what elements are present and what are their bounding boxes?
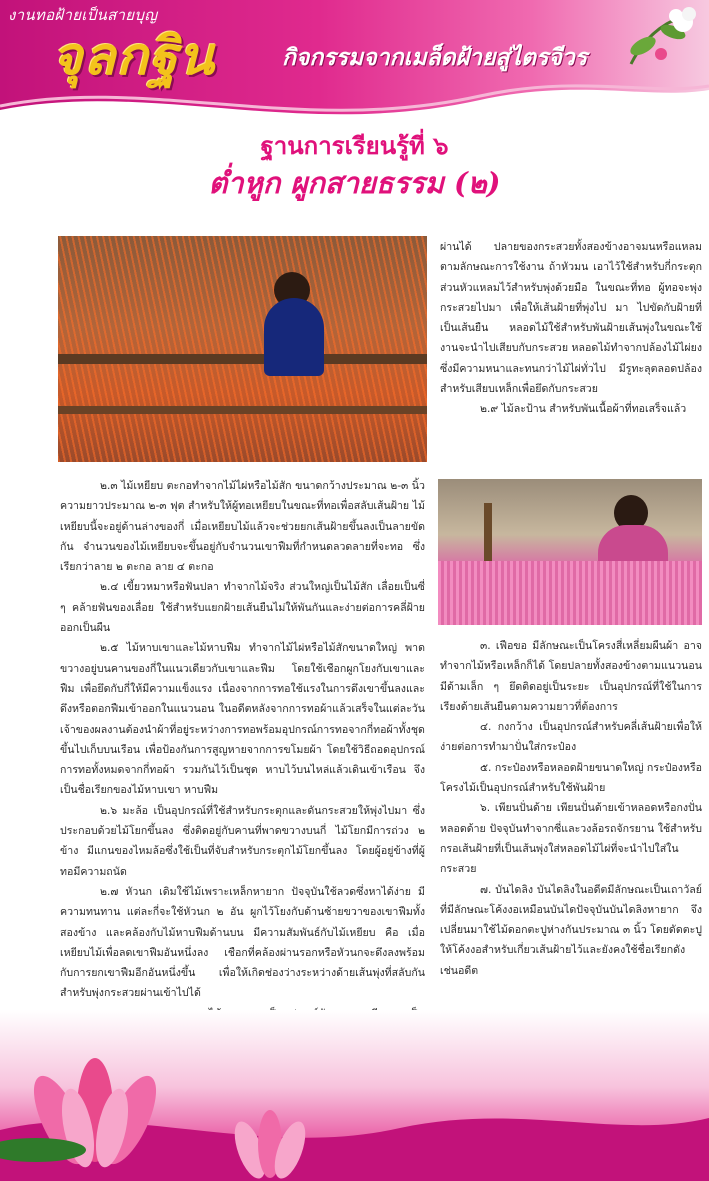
- weaving-loom-photo: [58, 236, 427, 462]
- header-banner: [0, 0, 709, 118]
- header-logo: จุลกฐิน: [52, 26, 216, 87]
- header-tagline: กิจกรรมจากเมล็ดฝ้ายสู่ไตรจีวร: [282, 44, 588, 71]
- page-title: ฐานการเรียนรู้ที่ ๖: [260, 131, 449, 160]
- pink-cloth: [438, 561, 702, 625]
- right-column-top: [440, 237, 702, 420]
- paragraph: ๒.๔ เขี้ยวหมาหรือฟันปลา ทำจากไม้จริง ส่วนใหญ่เป็นไม้สัก เลื่อยเป็นซี่ ๆ คล้ายฟันของเลื่อย ใช้สำหรับแยกฝ้ายเส้นยืนไม่ให้พันกันและง่ายต่อการคลี่ฝ้ายออกเป็นผืน: [60, 581, 425, 635]
- paragraph: ๗. บันไดลิง บันไดลิงในอดีตมีลักษณะเป็นเถาวัลย์ ที่มีลักษณะโค้งงอเหมือนบันไดปัจจุบันบันไดลิงหายาก จึงเปลี่ยนมาใช้ไม้ดอกตะปูห่างกันประมาณ ๓ นิ้ว โดยดัดตะปูให้โค้งงอสำหรับเกี่ยวเส้นฝ้ายไว้และยังคงใช้ชื่อเรียกดังเช่นอดีต: [440, 883, 702, 977]
- paragraph: ๒.๗ หัวนก เดิมใช้ไม้เพราะเหล็กหายาก ปัจจุบันใช้ลวดซึ่งหาได้ง่าย มีความทนทาน แต่ละกี่จะใช้หัวนก ๒ อัน ผูกไว้โยงกับด้านซ้ายขวาของเขาฟืมทั้งสองข้าง และคล้องกับไม้หาบฟืมด้านบน มีความสัมพันธ์กับไม้เหยียบ คือ เมื่อเหยียบไม้เพื่อลดเขาฟืมอันหนึ่งลง เชือกที่คล้องผ่านรอกหรือหัวนกจะดึงลงพร้อมกับการยกเขาฟืมอีกอันหนึ่งขึ้น เพื่อให้เกิดช่องว่างระหว่างด้ายเส้นพุ่งที่สลับกันสำหรับพุ่งกระสวยผ่านเข้าไปได้: [60, 885, 425, 1000]
- paragraph: ๖. เพียนปั่นด้าย เพียนปั่นด้ายเข้าหลอดหรือกงปั่นหลอดด้าย ปัจจุบันทำจากซี่และวงล้อรถจักรยาน ใช้สำหรับกรอเส้นฝ้ายที่เป็นเส้นพุ่งใส่หลอดไม้ไผ่ที่จะนำไปใส่ในกระสวย: [440, 802, 702, 876]
- left-column: [60, 476, 425, 1044]
- woman-weaving-photo: [438, 479, 702, 625]
- paragraph: ๒.๙ ไม้ละป้าน สำหรับพันเนื้อผ้าที่ทอเสร็จแล้ว: [480, 403, 687, 416]
- page-subtitle: ต่ำหูก ผูกสายธรรม (๒): [208, 166, 501, 200]
- paragraph: ผ่านได้ ปลายของกระสวยทั้งสองข้างอาจมนหรือแหลมตามลักษณะการใช้งาน ถ้าหัวมน เอาไว้ใช้สำหรับกี่กระตุก ส่วนหัวแหลมไว้สำหรับพุ่งด้วยมือ ในขณะที่ทอ ผู้ทอจะพุ่งกระสวยไปมา เพื่อให้เส้นฝ้ายที่พุ่งไป มา ไปขัดกับฝ้ายที่เป็นเส้นยืน หลอดไม้ใช้สำหรับพันฝ้ายเส้นพุ่งในขณะใช้งานจะนำไปเสียบกับกระสวย หลอดไม้ทำจากปล้องไม้ไผ่ยง ซึ่งมีความหนาและทนกว่าไม้ไผ่ทั่วไป มีรูทะลุตลอดปล้องสำหรับเสียบเหล็กเพื่อยึดกับกระสวย: [440, 241, 702, 396]
- paragraph: ๒.๕ ไม้หาบเขาและไม้หาบฟืม ทำจากไม้ไผ่หรือไม้สักขนาดใหญ่ พาดขวางอยู่บนคานของกี่ในแนวเดียวกับเขาและฟืม โดยใช้เชือกผูกโยงกับเขาและฟืม เพื่อยึดกับกี่ให้มีความแข็งแรง เนื่องจากการทอใช้แรงในการดึงเขาขึ้นลงและดึงหรือตอกฟืมเข้าออกในแนวนอน ในอดีตหลังจากการทอผ้าแล้วเสร็จในแต่ละวัน เจ้าของผลงานต้องนำผ้าที่อยู่ระหว่างการทอพร้อมอุปกรณ์การทอจากกี่ทอผ้าทั้งชุดขึ้นไปเก็บบนเรือน เพื่อป้องกันการสูญหายจากการขโมยผ้า โดยใช้วิธีถอดอุปกรณ์การทอทั้งหมดจากกี่ทอผ้า รวมกันไว้เป็นชุด หาบไว้บนไหล่แล้วเดินเข้าเรือน จึงเป็นชื่อเรียกของไม้หาบเขา หาบฟืม: [60, 642, 425, 797]
- header-kicker: งานทอฝ้ายเป็นสายบุญ: [8, 6, 158, 24]
- paragraph: ๒.๖ มะล้อ เป็นอุปกรณ์ที่ใช้สำหรับกระตุกและดันกระสวยให้พุ่งไปมา ซึ่งประกอบด้วยไม้โยกขึ้นลง ซึ่งติดอยู่กับคานที่พาดขวางบนกี่ ไม้โยกมีการถ่วง ๒ ข้าง มีแกนของไหมล้อซึ่งใช้เป็นที่จับสำหรับกระตุกไม้โยกขึ้นลง โดยผู้อยู่ข้างที่ผู้ทอมีความถนัด: [60, 804, 425, 878]
- loom-beam: [58, 354, 427, 364]
- weaver-figure: [264, 298, 324, 376]
- paragraph: ๔. กงกว้าง เป็นอุปกรณ์สำหรับคลี่เส้นฝ้ายเพื่อให้ง่ายต่อการทำมาปั่นใส่กระป๋อง: [440, 721, 702, 754]
- paragraph: ๓. เฟือขอ มีลักษณะเป็นโครงสี่เหลี่ยมผืนผ้า อาจทำจากไม้หรือเหล็กก็ได้ โดยปลายทั้งสองข้างตามแนวนอนมีด้ามเล็ก ๆ ยึดติดอยู่เป็นระยะ เป็นอุปกรณ์ที่ใช้ในการเรียงด้ายเส้นยืนตามความยาวที่ต้องการ: [440, 640, 702, 713]
- paragraph: ๒.๓ ไม้เหยียบ ตะกอทำจากไม้ไผ่หรือไม้สัก ขนาดกว้างประมาณ ๒-๓ นิ้ว ความยาวประมาณ ๒-๓ ฟุต สำหรับให้ผู้ทอเหยียบในขณะที่ทอเพื่อสลับเส้นฝ้าย ไม้เหยียบนี้จะอยู่ด้านล่างของกี่ เมื่อเหยียบไม้แล้วจะช่วยยกเส้นฝ้ายขึ้นลงเป็นลายขัดกัน จำนวนของไม้เหยียบจะขึ้นอยู่กับจำนวนเขาฟืมที่กำหนดลวดลายที่จะทอ ซึ่งเรียกว่าลาย ๒ ตะกอ ลาย ๔ ตะกอ: [60, 480, 425, 574]
- paragraph: ๕. กระป๋องหรือหลอดฝ้ายขนาดใหญ่ กระป๋องหรือโครงไม้เป็นอุปกรณ์สำหรับใช้พันฝ้าย: [440, 761, 702, 795]
- lotus-footer-decoration: [0, 1010, 709, 1181]
- cotton-flower-icon: [621, 4, 701, 74]
- loom-beam-lower: [58, 406, 427, 414]
- right-column-bottom: [440, 636, 702, 981]
